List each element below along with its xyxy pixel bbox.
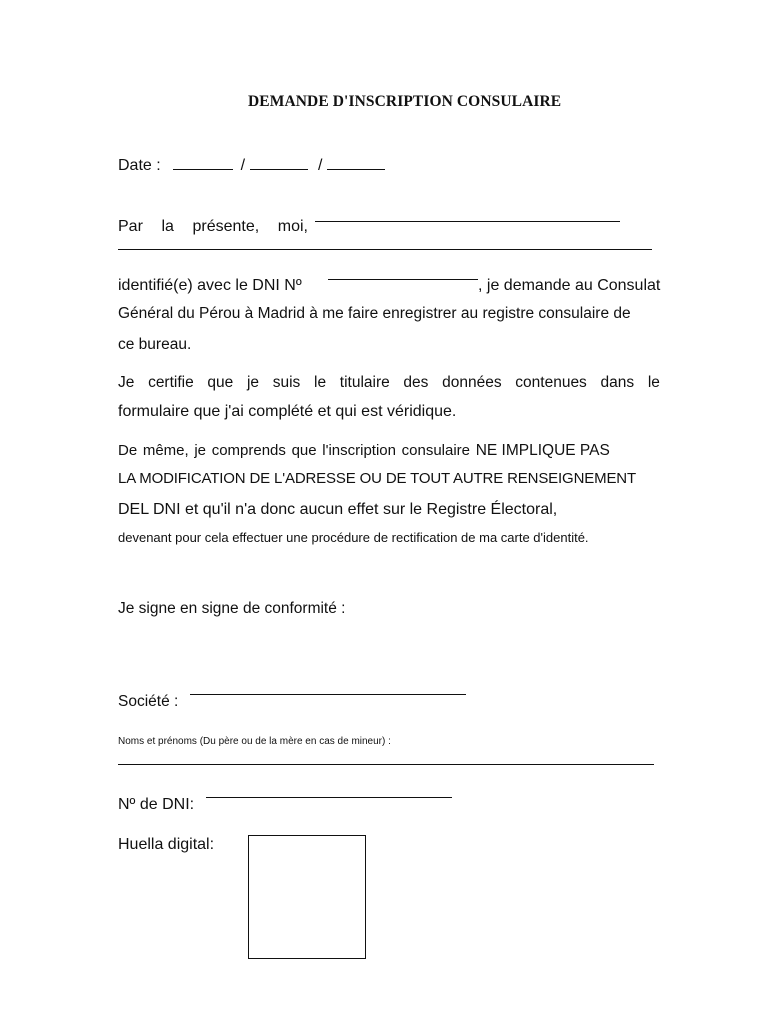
date-row xyxy=(118,155,385,175)
names-field[interactable] xyxy=(118,764,654,765)
names-label: Noms et prénoms (Du père ou de la mère en cas de mineur) : xyxy=(118,736,391,747)
sign-label: Je signe en signe de conformité : xyxy=(118,600,346,617)
certify-word: le xyxy=(314,374,327,391)
dni-statement-start: identifié(e) avec le DNI Nº xyxy=(118,277,302,294)
fingerprint-box[interactable] xyxy=(248,835,366,959)
name-field[interactable] xyxy=(315,221,620,222)
name-field-continued[interactable] xyxy=(118,249,652,250)
consulate-line: Général du Pérou à Madrid à me faire enregistrer au registre consulaire de xyxy=(118,305,631,322)
certify-word: contenues xyxy=(515,374,587,391)
understanding-line-4: devenant pour cela effectuer une procédure de rectification de ma carte d'identité. xyxy=(118,530,589,545)
intro-word: la xyxy=(161,218,174,235)
intro-word: présente, xyxy=(192,218,260,235)
certify-word: certifie xyxy=(148,374,194,391)
document-title: DEMANDE D'INSCRIPTION CONSULAIRE xyxy=(248,93,562,110)
fingerprint-label: Huella digital: xyxy=(118,836,215,853)
societe-field[interactable] xyxy=(190,694,466,695)
certify-word: des xyxy=(403,374,429,391)
date-month-field[interactable] xyxy=(250,155,308,170)
certify-line-1 xyxy=(118,374,660,392)
dni-field[interactable] xyxy=(206,797,452,798)
certify-line-2: formulaire que j'ai complété et qui est véridique. xyxy=(118,403,457,420)
date-separator-2: / xyxy=(317,157,323,174)
certify-word: le xyxy=(647,374,660,391)
bureau-line: ce bureau. xyxy=(118,336,192,353)
dni-number-field[interactable] xyxy=(328,279,478,280)
certify-word: suis xyxy=(272,374,301,391)
understanding-line-1 xyxy=(118,442,610,460)
certify-word: Je xyxy=(118,374,135,391)
certify-word: données xyxy=(442,374,502,391)
certify-word: je xyxy=(246,374,260,391)
certify-word: dans xyxy=(600,374,635,391)
dni-statement-end: , je demande au Consulat xyxy=(478,277,661,294)
certify-word: que xyxy=(207,374,234,391)
date-separator-1: / xyxy=(240,157,246,174)
date-label: Date : xyxy=(118,157,161,174)
intro-word: moi, xyxy=(277,218,308,235)
intro-line xyxy=(118,218,308,236)
dni-statement xyxy=(118,277,302,295)
understanding-line-2: LA MODIFICATION DE L'ADRESSE OU DE TOUT AUTRE RENSEIGNEMENT xyxy=(118,470,636,487)
understanding-line-1-start: De même, je comprends que l'inscription consulaire xyxy=(118,442,476,459)
date-day-field[interactable] xyxy=(173,155,233,170)
understanding-line-3: DEL DNI et qu'il n'a donc aucun effet sur le Registre Électoral, xyxy=(118,501,558,518)
societe-label: Société : xyxy=(118,693,179,710)
certify-word: titulaire xyxy=(339,374,390,391)
date-year-field[interactable] xyxy=(327,155,385,170)
dni-label: Nº de DNI: xyxy=(118,796,195,813)
intro-word: Par xyxy=(118,218,143,235)
understanding-line-1-end: NE IMPLIQUE PAS xyxy=(475,442,610,459)
